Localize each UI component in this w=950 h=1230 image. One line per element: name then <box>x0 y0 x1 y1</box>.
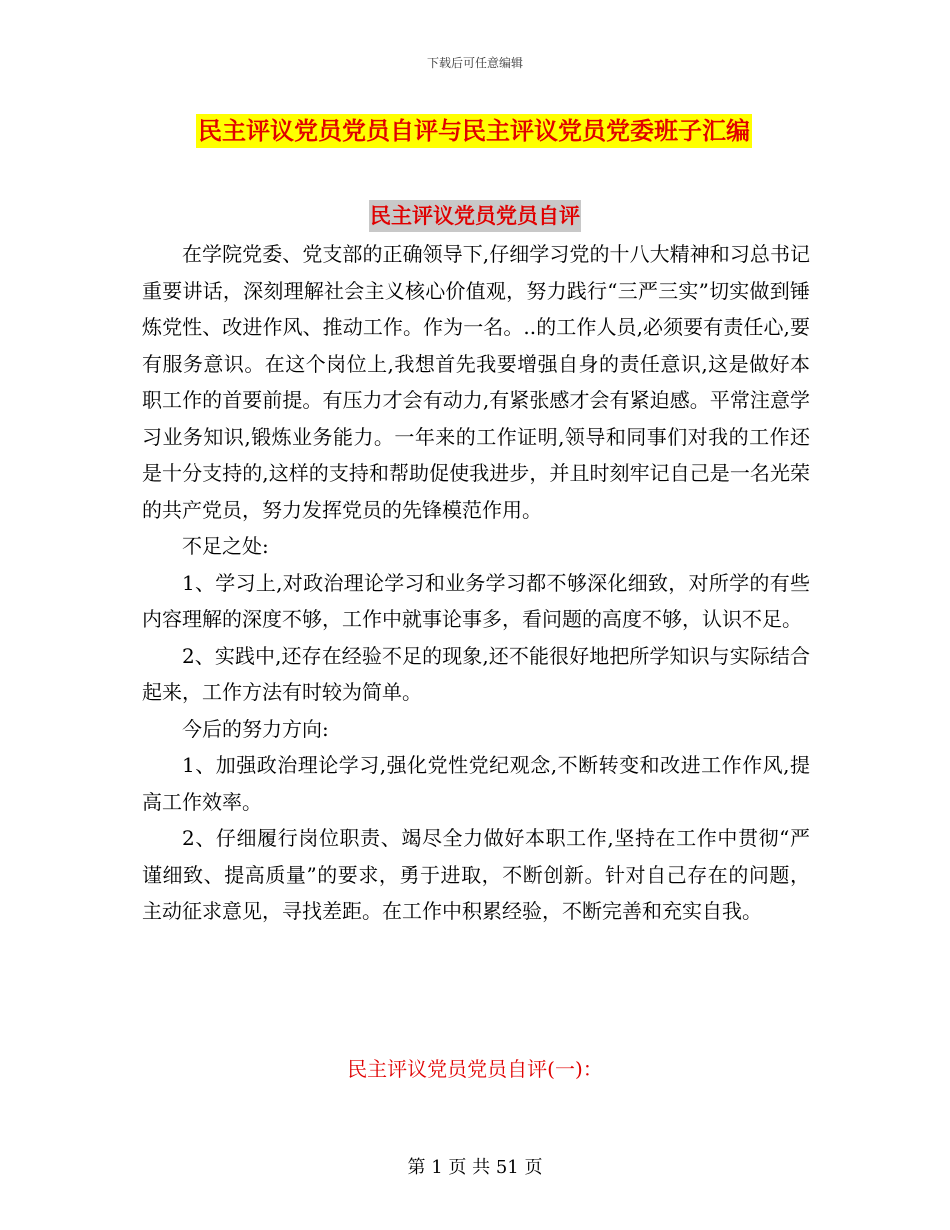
body-paragraph-shortcoming-1: 1、学习上,对政治理论学习和业务学习都不够深化细致，对所学的有些内容理解的深度不够，工作中就事论事多，看问题的高度不够，认识不足。 <box>142 570 810 631</box>
page-footer-number: 第 1 页 共 51 页 <box>407 1157 543 1178</box>
document-body <box>142 236 810 930</box>
body-paragraph-direction-1: 1、加强政治理论学习,强化党性党纪观念,不断转变和改进工作作风,提高工作效率。 <box>142 753 810 814</box>
section-title: 民主评议党员党员自评 <box>369 200 581 232</box>
body-paragraph-direction-2: 2、仔细履行岗位职责、竭尽全力做好本职工作,坚持在工作中贯彻“严谨细致、提高质量”的要求，勇于进取，不断创新。针对自己存在的问题，主动征求意见，寻找差距。在工作中积累经验，不断完善和充实自我。 <box>142 826 810 923</box>
document-main-title: 民主评议党员党员自评与民主评议党员党委班子汇编 <box>196 114 752 148</box>
body-paragraph-intro: 在学院党委、党支部的正确领导下,仔细学习党的十八大精神和习总书记重要讲话，深刻理解社会主义核心价值观，努力践行“三严三实”切实做到锤炼党性、改进作风、推动工作。作为一名。..的工作人员,必须要有责任心,要有服务意识。在这个岗位上,我想首先我要增强自身的责任意识,这是做好本职工作的首要前提。有压力才会有动力,有紧张感才会有紧迫感。平常注意学习业务知识,锻炼业务能力。一年来的工作证明,领导和同事们对我的工作还是十分支持的,这样的支持和帮助促使我进步，并且时刻牢记自己是一名光荣的共产党员，努力发挥党员的先锋模范作用。 <box>142 242 810 522</box>
body-paragraph-shortcomings-heading: 不足之处: <box>182 534 269 558</box>
section-subtitle: 民主评议党员党员自评(一)： <box>347 1057 603 1081</box>
body-paragraph-direction-heading: 今后的努力方向: <box>182 716 329 741</box>
section-title-wrapper <box>0 200 950 232</box>
body-paragraph-shortcoming-2: 2、实践中,还存在经验不足的现象,还不能很好地把所学知识与实际结合起来，工作方法有时较为简单。 <box>142 643 810 704</box>
page-header-note: 下载后可任意编辑 <box>426 56 523 70</box>
